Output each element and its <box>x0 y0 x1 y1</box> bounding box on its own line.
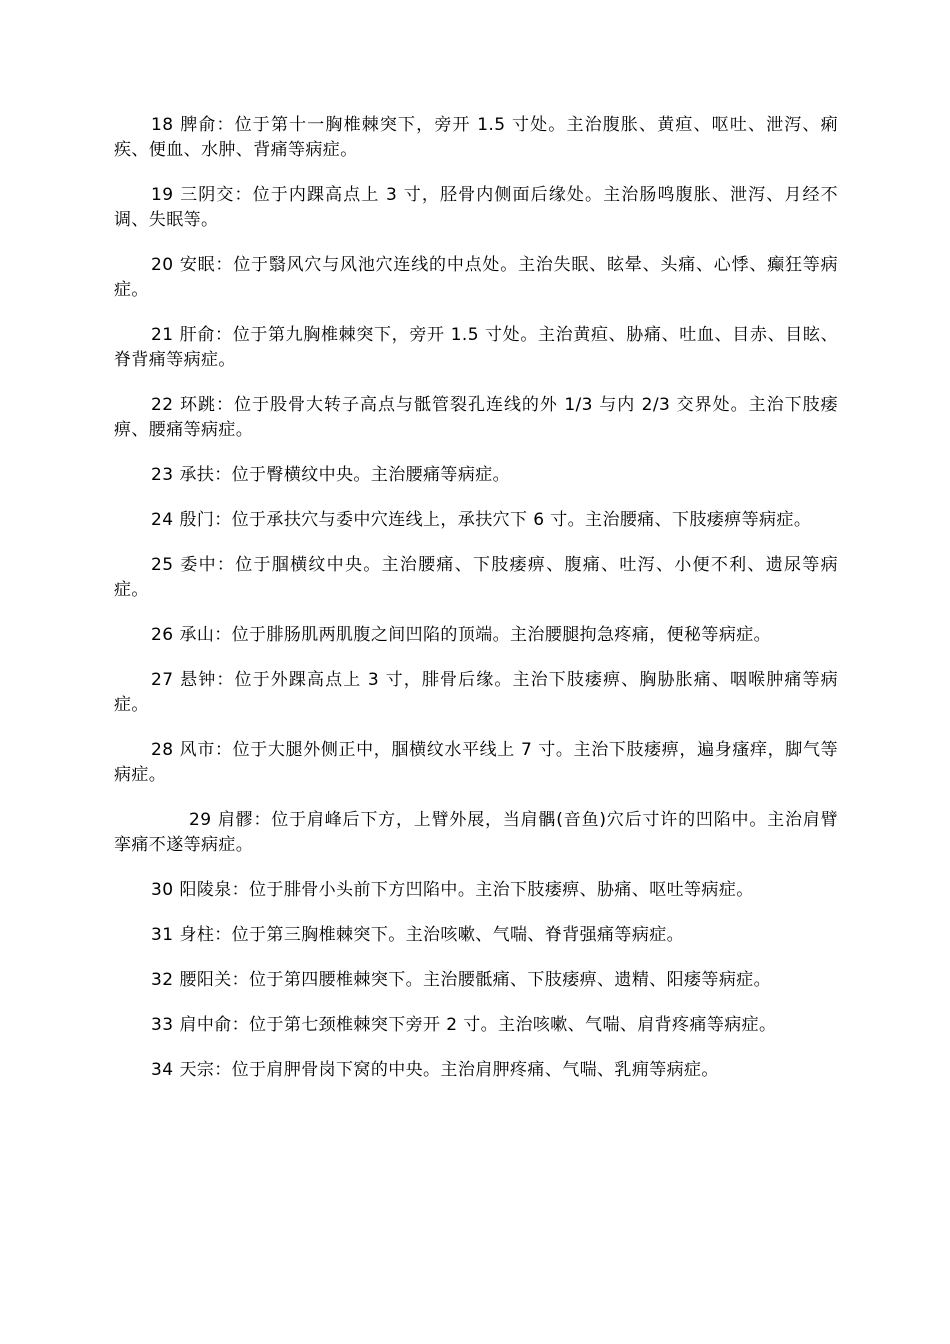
entry-30 <box>114 878 838 903</box>
entry-number: 18 <box>151 115 174 135</box>
entry-text: 阳陵泉：位于腓骨小头前下方凹陷中。主治下肢痿痹、胁痛、呕吐等病症。 <box>179 880 754 900</box>
entry-24 <box>114 508 838 533</box>
entry-text: 殷门：位于承扶穴与委中穴连线上，承扶穴下 6 寸。主治腰痛、下肢痿痹等病症。 <box>179 510 812 530</box>
entry-number: 19 <box>151 185 174 205</box>
entry-34 <box>114 1058 838 1083</box>
entry-number: 22 <box>151 395 174 415</box>
entry-number: 20 <box>151 255 174 275</box>
entry-number: 28 <box>151 740 174 760</box>
entry-number: 24 <box>151 510 174 530</box>
entry-text: 肝俞：位于第九胸椎棘突下，旁开 1.5 寸处。主治黄疸、胁痛、吐血、目赤、目眩、脊背痛等病症。 <box>114 325 838 370</box>
entry-26 <box>114 623 838 648</box>
entry-text: 安眠：位于翳风穴与风池穴连线的中点处。主治失眠、眩晕、头痛、心悸、癫狂等病症。 <box>114 255 838 300</box>
entry-text: 风市：位于大腿外侧正中，腘横纹水平线上 7 寸。主治下肢痿痹，遍身瘙痒，脚气等病症。 <box>114 740 838 785</box>
entry-33 <box>114 1013 838 1038</box>
entry-18 <box>114 113 838 163</box>
entry-20 <box>114 253 838 303</box>
entry-31 <box>114 923 838 948</box>
entry-text: 肩中俞：位于第七颈椎棘突下旁开 2 寸。主治咳嗽、气喘、肩背疼痛等病症。 <box>179 1015 777 1035</box>
entry-text: 委中：位于腘横纹中央。主治腰痛、下肢痿痹、腹痛、吐泻、小便不利、遗尿等病症。 <box>114 555 838 600</box>
entry-number: 32 <box>151 970 174 990</box>
entry-number: 25 <box>151 555 174 575</box>
entry-32 <box>114 968 838 993</box>
entry-text: 三阴交：位于内踝高点上 3 寸，胫骨内侧面后缘处。主治肠鸣腹胀、泄泻、月经不调、失眠等。 <box>114 185 838 230</box>
entry-text: 天宗：位于肩胛骨岗下窝的中央。主治肩胛疼痛、气喘、乳痈等病症。 <box>179 1060 719 1080</box>
entry-text: 腰阳关：位于第四腰椎棘突下。主治腰骶痛、下肢痿痹、遗精、阳痿等病症。 <box>179 970 772 990</box>
entry-text: 承山：位于腓肠肌两肌腹之间凹陷的顶端。主治腰腿拘急疼痛，便秘等病症。 <box>179 625 772 645</box>
document-page <box>114 113 838 1103</box>
entry-25 <box>114 553 838 603</box>
entry-number: 33 <box>151 1015 174 1035</box>
entry-29 <box>114 808 838 858</box>
entry-text: 脾俞：位于第十一胸椎棘突下，旁开 1.5 寸处。主治腹胀、黄疸、呕吐、泄泻、痢疾、便血、水肿、背痛等病症。 <box>114 115 838 160</box>
entry-text: 环跳：位于股骨大转子高点与骶管裂孔连线的外 1/3 与内 2/3 交界处。主治下肢痿痹、腰痛等病症。 <box>114 395 838 440</box>
entry-number: 29 <box>189 810 212 830</box>
entry-22 <box>114 393 838 443</box>
entry-number: 23 <box>151 465 174 485</box>
entry-number: 31 <box>151 925 174 945</box>
entry-number: 30 <box>151 880 174 900</box>
entry-27 <box>114 668 838 718</box>
entry-text: 身柱：位于第三胸椎棘突下。主治咳嗽、气喘、脊背强痛等病症。 <box>179 925 685 945</box>
entry-number: 26 <box>151 625 174 645</box>
entry-number: 34 <box>151 1060 174 1080</box>
entry-text: 肩髎：位于肩峰后下方，上臂外展，当肩髃(音鱼)穴后寸许的凹陷中。主治肩臂挛痛不遂等病症。 <box>114 810 838 855</box>
entry-28 <box>114 738 838 788</box>
entry-text: 悬钟：位于外踝高点上 3 寸，腓骨后缘。主治下肢痿痹、胸胁胀痛、咽喉肿痛等病症。 <box>114 670 838 715</box>
entry-23 <box>114 463 838 488</box>
entry-number: 21 <box>151 325 174 345</box>
entry-text: 承扶：位于臀横纹中央。主治腰痛等病症。 <box>179 465 511 485</box>
entry-number: 27 <box>151 670 174 690</box>
entry-19 <box>114 183 838 233</box>
entry-21 <box>114 323 838 373</box>
